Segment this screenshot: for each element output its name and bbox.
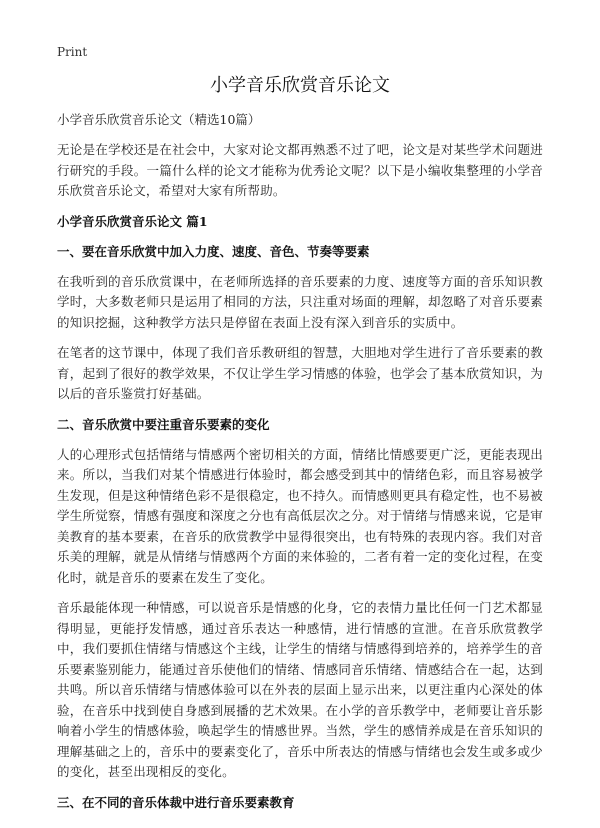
article-heading: 小学音乐欣赏音乐论文 篇1: [57, 213, 208, 229]
section-1-paragraph-1: 在我听到的音乐欣赏课中，在老师所选择的音乐要素的力度、速度等方面的音乐知识教学时，大多数老师只是运用了相同的方法，只注重对场面的理解，却忽略了对音乐要素的知识挖掘，这种教学方法只是停留在表面上没有深入到音乐的实质中。: [57, 273, 543, 330]
intro-paragraph: 无论是在学校还是在社会中，大家对论文都再熟悉不过了吧，论文是对某些学术问题进行研究的手段。一篇什么样的论文才能称为优秀论文呢？以下是小编收集整理的小学音乐欣赏音乐论文，希望对大家有所帮助。: [57, 142, 543, 198]
section-2-paragraph-1: 人的心理形式包括情绪与情感两个密切相关的方面，情绪比情感要更广泛，更能表现出来。所以，当我们对某个情感进行体验时，都会感受到其中的情绪色彩，而且容易被学生发现，但是这种情绪色彩不是很稳定，也不持久。而情感则更具有稳定性，也不易被学生所觉察，情感有强度和深度之分也有高低层次之分。对于情绪与情感来说，它是审美教育的基本要素，在音乐的欣赏教学中显得很突出，也有特殊的表现内容。我们对音乐美的理解，就是从情绪与情感两个方面的来体验的，二者有着一定的变化过程，在变化时，就是音乐的要素在发生了变化。: [57, 446, 543, 585]
section-2-paragraph-2: 音乐最能体现一种情感，可以说音乐是情感的化身，它的表情力量比任何一门艺术都显得明显，更能抒发情感，通过音乐表达一种感情，进行情感的宣泄。在音乐欣赏教学中，我们要抓住情绪与情感这个主线，让学生的情绪与情感得到培养的，培养学生的音乐要素鉴别能力，能通过音乐使他们的情绪、情感同音乐情绪、情感结合在一起，达到共鸣。所以音乐情绪与情感体验可以在外表的层面上显示出来，以更注重内心深处的体验，在音乐中找到使自身感到展播的艺术效果。在小学的音乐教学中，老师要让音乐影响着小学生的情感体验，唤起学生的情感世界。当然，学生的感情养成是在音乐知识的理解基础之上的，音乐中的要素变化了，音乐中所表达的情感与情绪也会发生或多或少的变化，甚至出现相反的变化。: [57, 600, 543, 779]
section-heading-2: 二、音乐欣赏中要注重音乐要素的变化: [57, 416, 270, 432]
section-heading-1: 一、要在音乐欣赏中加入力度、速度、音色、节奏等要素: [57, 243, 370, 259]
section-heading-3: 三、在不同的音乐体裁中进行音乐要素教育: [57, 794, 295, 810]
print-link[interactable]: Print: [57, 45, 88, 59]
document-subtitle: 小学音乐欣赏音乐论文（精选10篇）: [57, 112, 261, 127]
page-title: 小学音乐欣赏音乐论文: [210, 75, 390, 96]
section-1-paragraph-2: 在笔者的这节课中，体现了我们音乐教研组的智慧，大胆地对学生进行了音乐要素的教育，起到了很好的教学效果，不仅让学生学习情感的体验，也学会了基本欣赏知识，为以后的音乐鉴赏打好基础。: [57, 345, 543, 401]
